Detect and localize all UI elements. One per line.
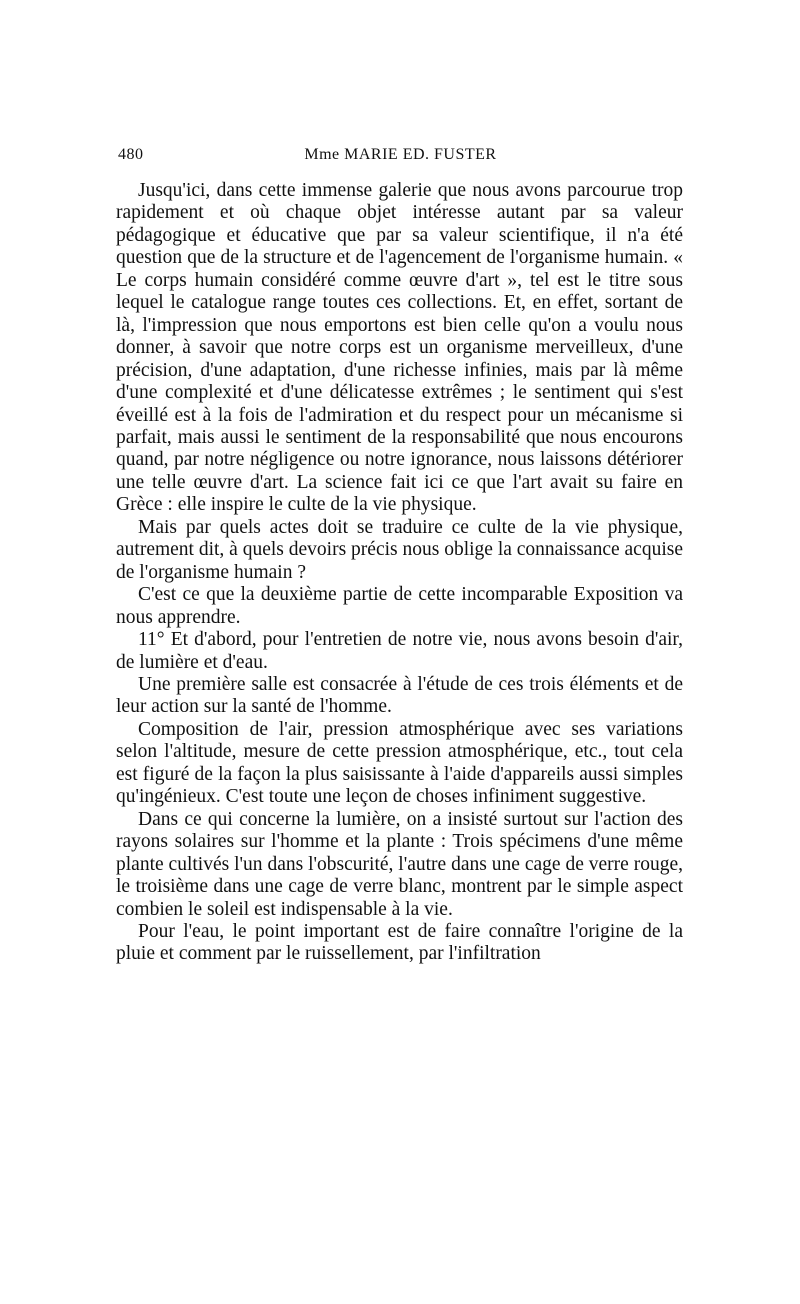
paragraph: Pour l'eau, le point important est de faire connaître l'origine de la pluie et comment par le ruissellement, par l'infiltration [116,920,683,965]
paragraph: Composition de l'air, pression atmosphérique avec ses variations selon l'altitude, mesure de cette pression atmosphérique, etc., tout cela est figuré de la façon la plus saisissante à l'aide d'appareils aussi simples qu'ingénieux. C'est toute une leçon de choses infiniment suggestive. [116,718,683,808]
paragraph: Dans ce qui concerne la lumière, on a insisté surtout sur l'action des rayons solaires sur l'homme et la plante : Trois spécimens d'une même plante cultivés l'un dans l'obscurité, l'autre dans une cage de verre rouge, le troisième dans une cage de verre blanc, montrent par le simple aspect combien le soleil est indispensable à la vie. [116,808,683,920]
page-number: 480 [118,146,144,163]
paragraph: Une première salle est consacrée à l'étude de ces trois éléments et de leur action sur la santé de l'homme. [116,673,683,718]
paragraph: C'est ce que la deuxième partie de cette incomparable Exposition va nous apprendre. [116,584,683,628]
paragraph: 11° Et d'abord, pour l'entretien de notre vie, nous avons besoin d'air, de lumière et d'eau. [116,629,683,673]
running-header [118,146,683,168]
paragraph: Mais par quels actes doit se traduire ce culte de la vie physique, autrement dit, à quels devoirs précis nous oblige la connaissance acquise de l'organisme humain ? [116,516,683,583]
body-text [116,180,683,966]
paragraph: Jusqu'ici, dans cette immense galerie que nous avons parcourue trop rapidement et où chaque objet intéresse autant par sa valeur pédagogique et éducative que par sa valeur scientifique, il n'a été question que de la structure et de l'agencement de l'organisme humain. « Le corps humain considéré comme œuvre d'art », tel est le titre sous lequel le catalogue range toutes ces collections. Et, en effet, sortant de là, l'impression que nous emportons est bien celle qu'on a voulu nous donner, à savoir que notre corps est un organisme merveilleux, d'une précision, d'une adaptation, d'une richesse infinies, mais par là même d'une complexité et d'une délicatesse extrêmes ; le sentiment qui s'est éveillé est à la fois de l'admiration et du respect pour un mécanisme si parfait, mais aussi le sentiment de la responsabilité que nous encourons quand, par notre négligence ou notre ignorance, nous laissons détériorer une telle œuvre d'art. La science fait ici ce que l'art avait su faire en Grèce : elle inspire le culte de la vie physique. [116,180,683,516]
running-title: Mme MARIE ED. FUSTER [304,146,497,163]
